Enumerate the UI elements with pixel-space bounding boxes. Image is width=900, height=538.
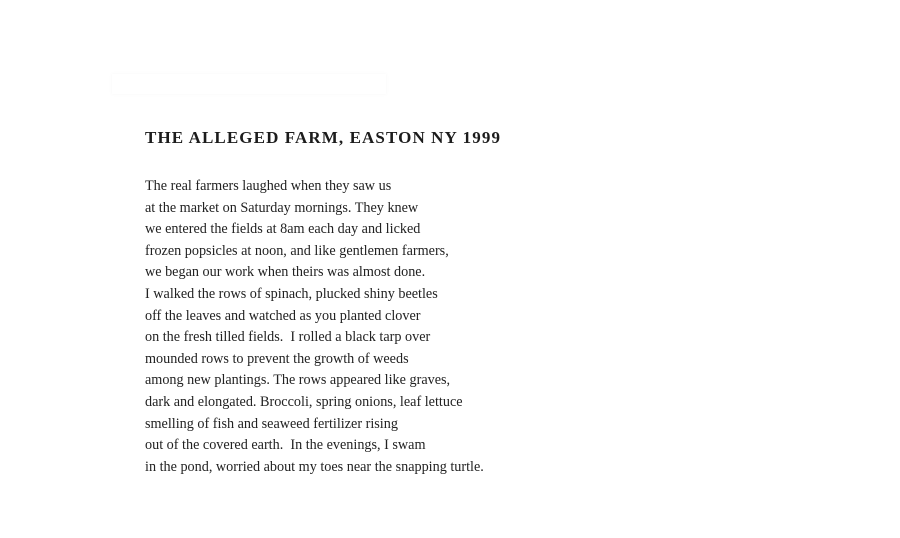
poem-line: we began our work when theirs was almost done. — [145, 264, 426, 281]
poem-line: mounded rows to prevent the growth of weeds — [145, 350, 409, 367]
poem-line: dark and elongated. Broccoli, spring onions, leaf lettuce — [145, 393, 463, 410]
poem-line: I walked the rows of spinach, plucked shiny beetles — [145, 285, 438, 302]
poem-line: among new plantings. The rows appeared like graves, — [145, 372, 451, 389]
poem-line: we entered the fields at 8am each day and licked — [145, 221, 421, 238]
poem-line: at the market on Saturday mornings. They knew — [145, 199, 419, 216]
poem-line: in the pond, worried about my toes near the snapping turtle. — [145, 458, 484, 475]
poem-title: THE ALLEGED FARM, EASTON NY 1999 — [145, 128, 502, 147]
poem-line: frozen popsicles at noon, and like gentlemen farmers, — [145, 242, 449, 259]
poem-line: out of the covered earth. In the evenings, I swam — [145, 437, 426, 454]
poem-body — [145, 176, 484, 478]
faded-header-banner — [112, 74, 386, 94]
poem-line: The real farmers laughed when they saw us — [145, 178, 392, 194]
poem-line: on the fresh tilled fields. I rolled a black tarp over — [145, 329, 431, 346]
poem-line: off the leaves and watched as you planted clover — [145, 307, 421, 324]
poem-line: smelling of fish and seaweed fertilizer rising — [145, 415, 398, 432]
